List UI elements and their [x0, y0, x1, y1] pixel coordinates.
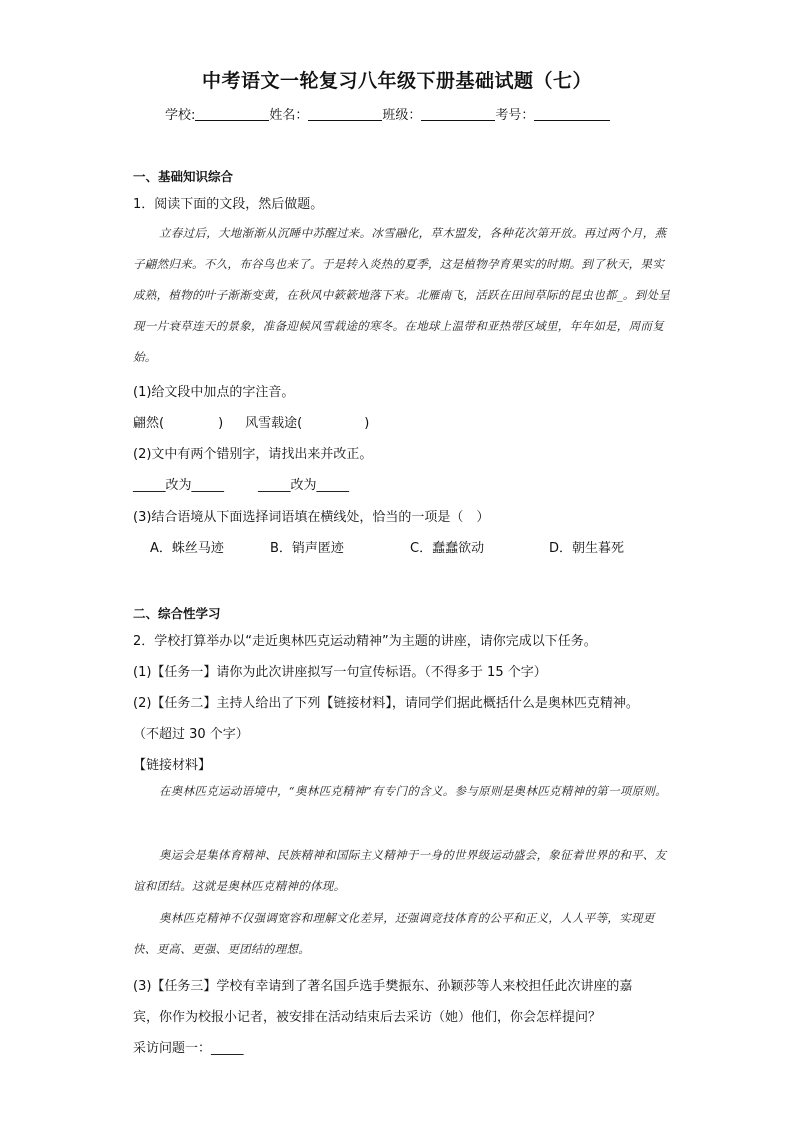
interview-question-row	[133, 1037, 244, 1056]
material-paragraph-3: 奥林匹克精神不仅强调宽容和理解文化差异，还强调竞技体育的公平和正义，人人平等，实现更快、更高、更强、更团结的理想。	[133, 911, 655, 956]
material-paragraph-1: 在奥林匹克运动语境中，“奥林匹克精神”有专门的含义。参与原则是奥林匹克精神的第一项原则。	[159, 784, 667, 798]
school-blank[interactable]	[195, 106, 269, 121]
name-label: 姓名：	[269, 108, 309, 123]
reading-passage: 立春过后，大地渐渐从沉睡中苏醒过来。冰雪融化，草木盟发，各种花次第开放。再过两个月，燕子翩然归来。不久，布谷鸟也来了。于是转入炎热的夏季，这是植物孕育果实的时期。到了秋天，果实成熟，植物的叶子渐渐变黄，在秋风中簌簌地落下来。北雁南飞，活跃在田间草际的昆虫也都_。到处呈现一片衰草连天的景象，准备迎候风雪载途的寒冬。在地球上温带和亚热带区域里，年年如是，周而复始。	[133, 226, 671, 364]
pinyin-item-a: 翩然(	[133, 416, 165, 431]
interview-answer-blank[interactable]: _____	[211, 1041, 244, 1056]
material-label: 【链接材料】	[133, 758, 212, 773]
pinyin-row	[133, 412, 369, 431]
exam-no-label: 考号：	[495, 108, 535, 123]
student-info-row	[165, 104, 610, 123]
option-d[interactable]: D．朝生暮死	[549, 541, 625, 556]
question-1: 1．阅读下面的文段，然后做题。	[133, 197, 324, 212]
option-a[interactable]: A．蛛丝马迹	[150, 541, 224, 556]
correction-row	[133, 474, 349, 493]
page-title: 中考语文一轮复习八年级下册基础试题（七）	[201, 70, 592, 92]
school-label: 学校:	[165, 108, 196, 123]
task-3-line-2: 宾，你作为校报小记者，被安排在活动结束后去采访（她）他们，你会怎样提问？	[133, 1010, 602, 1025]
correction-a[interactable]: _____改为_____	[133, 478, 225, 493]
exam-no-blank[interactable]	[534, 106, 610, 121]
pinyin-item-b-close: )	[364, 416, 370, 431]
task-2-limit: （不超过 30 个字）	[133, 727, 249, 742]
pinyin-item-a-close: )	[218, 416, 224, 431]
sub-question-2: (2)文中有两个错别字，请找出来并改正。	[133, 447, 373, 462]
option-b[interactable]: B．销声匿迹	[270, 541, 344, 556]
pinyin-item-b: 风雪载途(	[245, 416, 303, 431]
task-3-line-1: (3)【任务三】学校有幸请到了著名国乒选手樊振东、孙颖莎等人来校担任此次讲座的嘉	[133, 979, 633, 994]
sub-question-1: (1)给文段中加点的字注音。	[133, 385, 295, 400]
section1-heading: 一、基础知识综合	[133, 169, 234, 184]
class-label: 班级：	[382, 108, 422, 123]
option-c[interactable]: C．蠢蠢欲动	[410, 541, 485, 556]
section2-heading: 二、综合性学习	[133, 606, 221, 621]
task-2: (2)【任务二】主持人给出了下列【链接材料】，请同学们据此概括什么是奥林匹克精神。	[133, 696, 639, 711]
material-paragraph-2: 奥运会是集体育精神、民族精神和国际主义精神于一身的世界级运动盛会，象征着世界的和平、友谊和团结。这就是奥林匹克精神的体现。	[133, 848, 667, 893]
question-2: 2．学校打算举办以“走近奥林匹克运动精神”为主题的讲座，请你完成以下任务。	[133, 634, 597, 649]
sub-question-3: (3)结合语境从下面选择词语填在横线处，恰当的一项是（ ）	[133, 510, 490, 525]
class-blank[interactable]	[421, 106, 495, 121]
correction-b[interactable]: _____改为_____	[258, 478, 350, 493]
task-1: (1)【任务一】请你为此次讲座拟写一句宣传标语。（不得多于 15 个字）	[133, 665, 547, 680]
interview-question-1-label: 采访问题一：	[133, 1041, 212, 1056]
name-blank[interactable]	[308, 106, 382, 121]
